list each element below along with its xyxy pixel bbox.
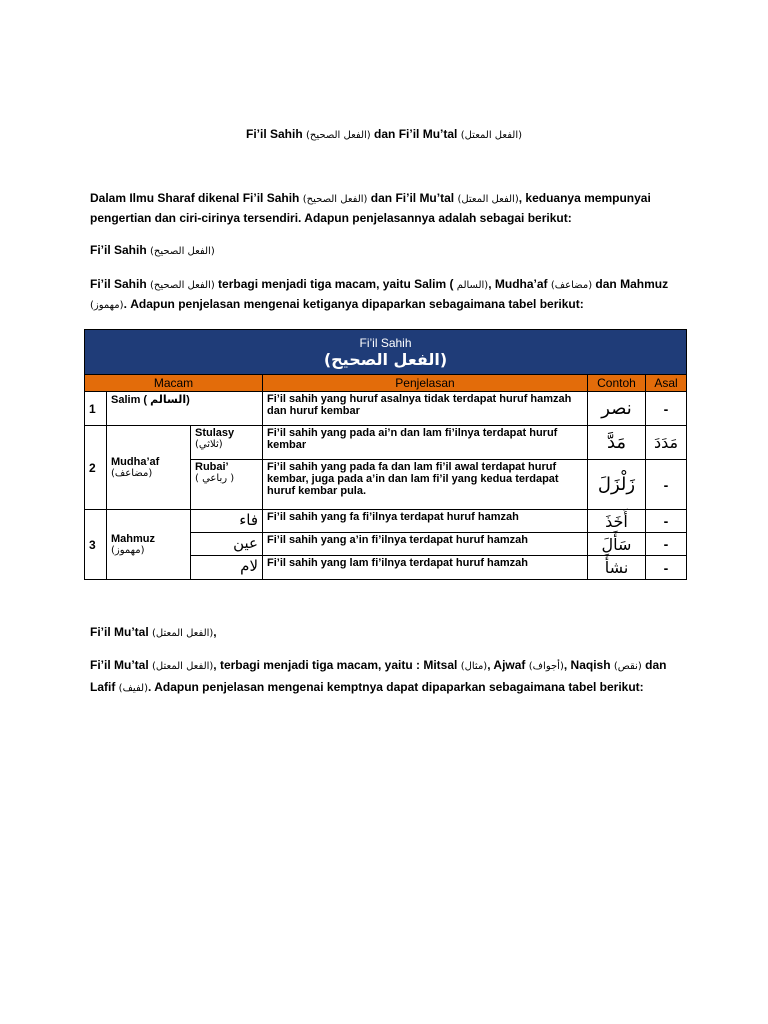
sahih-heading-text: Fi’il Sahih (90, 243, 151, 257)
intro-line-2: pengertian dan ciri-cirinya tersendiri. Adapun penjelasannya adalah sebagai berikut: (90, 211, 572, 225)
column-header-row (85, 375, 687, 392)
contoh-cell: مَدَّ (588, 426, 646, 460)
penjelasan-cell: Fi’il sahih yang pada ai’n dan lam fi’ilnya terdapat huruf kembar (263, 426, 588, 460)
title-arabic-1: (الفعل الصحيح) (306, 130, 371, 141)
contoh-cell: نصر (588, 392, 646, 426)
mutal-para-c: , Ajwaf (487, 658, 529, 672)
macam-label: Mudha’af (111, 456, 160, 468)
row-number: 1 (85, 392, 107, 426)
penjelasan-cell: Fi’il sahih yang lam fi’ilnya terdapat huruf hamzah (263, 556, 588, 580)
sahih-para-arabic-1: (الفعل الصحيح) (150, 280, 215, 291)
table-header (85, 330, 687, 375)
macam-cell (107, 510, 191, 580)
intro-text-a: Dalam Ilmu Sharaf dikenal Fi’il Sahih (90, 191, 303, 205)
mutal-heading-text: Fi’il Mu’tal (90, 625, 152, 639)
macam-cell: Salim ( السالم) (107, 392, 263, 426)
sahih-para-e: . Adapun penjelasan mengenai ketiganya dipaparkan sebagaimana tabel berikut: (123, 297, 584, 311)
sub-macam-label: Rubai’ (195, 461, 229, 473)
macam-label: Mahmuz (111, 533, 155, 545)
sub-macam-arabic: (ثلاثي) (195, 439, 223, 450)
mutal-para-arabic-5: (لفيف) (118, 683, 148, 694)
mutal-para-e: dan (641, 658, 667, 672)
table-row (85, 392, 687, 426)
sub-macam-label: Stulasy (195, 427, 235, 439)
sahih-para-line-2 (90, 297, 690, 311)
sub-macam-cell (191, 426, 263, 460)
column-header-contoh: Contoh (588, 375, 646, 392)
mutal-para-arabic-4: (نقص) (613, 661, 642, 672)
row-number: 3 (85, 510, 107, 580)
table-row (85, 426, 687, 460)
sahih-para-b: terbagi menjadi tiga macam, yaitu Salim ( (214, 277, 457, 291)
asal-cell: - (646, 533, 687, 556)
intro-line-1 (90, 191, 690, 205)
table-header-title: Fi’il Sahih (359, 335, 412, 350)
mutal-para-arabic-1: (الفعل المعتل) (152, 661, 214, 672)
sahih-para-d: dan Mahmuz (592, 277, 669, 291)
intro-arabic-1: (الفعل الصحيح) (302, 194, 368, 205)
contoh-cell: أَخَذَ (588, 510, 646, 533)
intro-arabic-2: (الفعل المعتل) (457, 194, 519, 205)
sub-macam-cell: لام (191, 556, 263, 580)
sahih-para-line-1 (90, 277, 690, 291)
fiil-sahih-table (84, 329, 687, 580)
row-number: 2 (85, 426, 107, 510)
macam-cell (107, 426, 191, 510)
penjelasan-cell: Fi’il sahih yang huruf asalnya tidak terdapat huruf hamzah dan huruf kembar (263, 392, 588, 426)
asal-cell: - (646, 556, 687, 580)
sub-macam-arabic: ( رباعي ) (195, 473, 235, 484)
sub-macam-cell: عين (191, 533, 263, 556)
mutal-para-g: . Adapun penjelasan mengenai kemptnya dapat dipaparkan sebagaimana tabel berikut: (147, 680, 644, 694)
column-header-macam: Macam (85, 375, 263, 392)
sahih-para-arabic-3: (مضاعف) (550, 280, 593, 291)
asal-cell: مَدَدَ (646, 426, 687, 460)
penjelasan-cell: Fi’il sahih yang fa fi’ilnya terdapat huruf hamzah (263, 510, 588, 533)
macam-arabic: (مهموز) (111, 545, 145, 556)
mutal-para-b: , terbagi menjadi tiga macam, yaitu : Mitsal (213, 658, 461, 672)
page-title (0, 127, 768, 141)
penjelasan-cell: Fi’il sahih yang pada fa dan lam fi’il awal terdapat huruf kembar, juga pada a’in dan lam fi’il yang kedua terdapat huruf kembar pula. (263, 460, 588, 510)
intro-text-b: dan Fi’il Mu’tal (367, 191, 458, 205)
title-text-1: Fi’il Sahih (245, 127, 306, 141)
contoh-cell: سَأَلَ (588, 533, 646, 556)
sahih-para-arabic-4: (مهموز) (90, 300, 124, 311)
mutal-heading (90, 625, 690, 639)
sub-macam-cell: فاء (191, 510, 263, 533)
mutal-para-a: Fi’il Mu’tal (90, 658, 152, 672)
column-header-asal: Asal (646, 375, 687, 392)
title-text-2: dan Fi’il Mu’tal (370, 127, 461, 141)
asal-cell: - (646, 392, 687, 426)
asal-cell: - (646, 510, 687, 533)
sahih-para-a: Fi’il Sahih (90, 277, 151, 291)
penjelasan-cell: Fi’il sahih yang a’in fi’ilnya terdapat huruf hamzah (263, 533, 588, 556)
mutal-heading-arabic: (الفعل المعتل) (152, 628, 214, 639)
column-header-penjelasan: Penjelasan (263, 375, 588, 392)
sub-macam-cell (191, 460, 263, 510)
intro-text-c: , keduanya mempunyai (518, 191, 651, 205)
asal-cell: - (646, 460, 687, 510)
mutal-para-d: , Naqish (563, 658, 614, 672)
mutal-para-arabic-2: (مثال) (460, 661, 488, 672)
table-row (85, 510, 687, 533)
sahih-para-c: , Mudha’af (488, 277, 551, 291)
mutal-para-arabic-3: (أجواف) (528, 661, 564, 672)
sahih-heading-arabic: (الفعل الصحيح) (150, 246, 215, 257)
mutal-para-line-2 (90, 680, 690, 694)
contoh-cell: نشأَ (588, 556, 646, 580)
sahih-para-arabic-2: السالم) (456, 280, 489, 291)
title-arabic-2: (الفعل المعتل) (460, 130, 522, 141)
mutal-para-line-1 (90, 658, 690, 672)
table-header-arabic: (الفعل الصحيح) (323, 349, 448, 369)
sahih-heading (90, 243, 690, 257)
mutal-heading-tail: , (213, 625, 217, 639)
contoh-cell: زَلْزَلَ (588, 460, 646, 510)
mutal-para-f: Lafif (90, 680, 119, 694)
macam-arabic: (مضاعف) (111, 468, 153, 479)
